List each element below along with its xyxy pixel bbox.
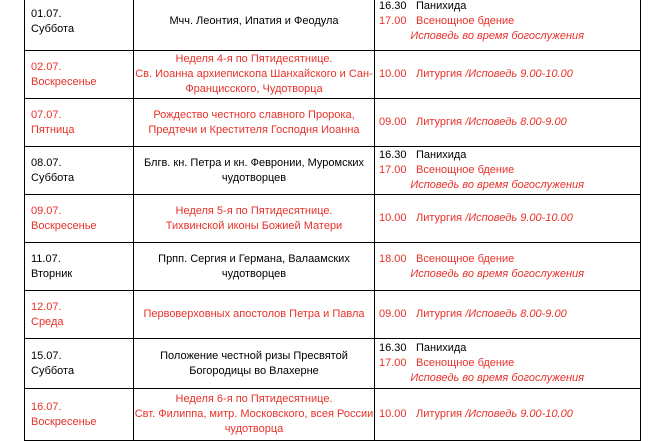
feast-line: Блгв. кн. Петра и кн. Февронии, Муромских (143, 156, 365, 169)
service-time: 10.00 (379, 408, 407, 420)
service-name: Панихида (416, 149, 467, 161)
service-name: Литургия (416, 68, 463, 80)
schedule-row (25, 99, 641, 147)
service-date: 09.07. (31, 204, 62, 217)
confession-time: /Исповедь 9.00-10.00 (465, 408, 573, 420)
service-weekday: Суббота (31, 22, 75, 35)
service-weekday: Суббота (31, 171, 75, 184)
service-date: 08.07. (31, 156, 62, 169)
date-cell (25, 195, 134, 243)
feast-cell (134, 195, 375, 243)
schedule-row (25, 147, 641, 195)
service-time: 17.00 (379, 357, 407, 369)
feast-cell (134, 339, 375, 389)
feast-line: Св. Иоанна архиепископа Шанхайского и Сан- (135, 68, 373, 80)
service-name: Всенощное бдение (416, 252, 515, 265)
service-time: 10.00 (379, 212, 407, 224)
service-time: 09.00 (379, 308, 407, 320)
confession-note: Исповедь во время богослужения (410, 372, 584, 384)
confession-time: /Исповедь 8.00-9.00 (465, 116, 567, 128)
service-time: 17.00 (379, 15, 407, 27)
confession-note: Исповедь во время богослужения (410, 30, 584, 42)
feast-line: Тихвинской иконы Божией Матери (165, 219, 343, 232)
service-name: Панихида (416, 342, 467, 354)
schedule-row (25, 51, 641, 99)
service-line (379, 407, 640, 422)
feast-line: чудотворца (224, 423, 284, 435)
schedule-row (25, 243, 641, 291)
service-line (379, 163, 640, 178)
feast-line: Прпп. Сергия и Германа, Валаамских (158, 252, 350, 265)
feast-cell (134, 291, 375, 339)
feast-line: чудотворцев (221, 171, 287, 184)
feast-line: Рождество честного славного Пророка, (153, 108, 355, 121)
services-cell (375, 291, 641, 339)
service-time: 17.00 (379, 164, 407, 176)
schedule-body (25, 0, 641, 441)
service-line (379, 252, 640, 267)
feast-cell (134, 147, 375, 195)
service-weekday: Воскресенье (31, 415, 97, 428)
date-cell (25, 291, 134, 339)
service-time: 10.00 (379, 68, 407, 80)
feast-line: Богородицы во Влахерне (189, 364, 319, 377)
services-cell (375, 51, 641, 99)
date-cell (25, 243, 134, 291)
service-date: 11.07. (31, 252, 61, 265)
services-cell (375, 0, 641, 51)
schedule-row (25, 291, 641, 339)
confession-note: Исповедь во время богослужения (410, 267, 584, 280)
feast-line: Неделя 6-я по Пятидесятнице. (175, 393, 333, 405)
service-line (379, 115, 640, 130)
service-time: 16.30 (379, 0, 407, 12)
service-date: 12.07. (31, 300, 62, 313)
service-line (379, 0, 640, 14)
service-line (379, 67, 640, 82)
service-name: Всенощное бдение (416, 15, 515, 27)
feast-line: Предтечи и Крестителя Господня Иоанна (148, 123, 360, 136)
feast-cell (134, 0, 375, 51)
service-name: Литургия (416, 212, 463, 224)
service-date: 02.07. (31, 60, 62, 73)
feast-line: Мчч. Леонтия, Ипатия и Феодула (169, 15, 339, 27)
service-line (379, 356, 640, 371)
service-name: Литургия (416, 408, 463, 420)
service-name: Панихида (416, 0, 467, 12)
service-line (379, 307, 640, 322)
service-weekday: Воскресенье (31, 75, 97, 88)
services-cell (375, 195, 641, 243)
service-date: 15.07. (31, 349, 62, 362)
service-line (379, 341, 640, 356)
schedule-row (25, 195, 641, 243)
service-time: 16.30 (379, 149, 407, 161)
service-weekday: Суббота (31, 364, 75, 377)
confession-note: Исповедь во время богослужения (410, 179, 584, 191)
services-cell (375, 147, 641, 195)
service-weekday: Вторник (31, 267, 73, 280)
date-cell (25, 99, 134, 147)
date-cell (25, 339, 134, 389)
service-weekday: Среда (31, 315, 64, 328)
feast-line: Первоверховных апостолов Петра и Павла (143, 308, 365, 320)
schedule-table (24, 0, 641, 441)
service-date: 07.07. (31, 108, 62, 121)
confession-time: /Исповедь 9.00-10.00 (465, 212, 573, 224)
service-name: Всенощное бдение (416, 164, 515, 176)
service-weekday: Пятница (31, 123, 75, 136)
feast-cell (134, 243, 375, 291)
service-time: 16.30 (379, 342, 407, 354)
date-cell (25, 147, 134, 195)
service-line (379, 148, 640, 163)
feast-line: чудотворцев (221, 267, 287, 280)
feast-line: Свт. Филиппа, митр. Московского, всея России (134, 408, 374, 420)
feast-line: Францисского, Чудотворца (185, 83, 323, 95)
confession-time: /Исповедь 8.00-9.00 (465, 308, 567, 320)
service-time: 18.00 (379, 252, 407, 265)
service-date: 16.07. (31, 400, 62, 413)
service-name: Литургия (416, 308, 463, 320)
service-date: 01.07. (31, 7, 62, 20)
service-name: Литургия (416, 116, 463, 128)
schedule-row (25, 0, 641, 51)
feast-line: Положение честной ризы Пресвятой (160, 349, 348, 362)
services-cell (375, 243, 641, 291)
feast-line: Неделя 5-я по Пятидесятнице. (175, 204, 333, 217)
services-cell (375, 339, 641, 389)
service-time: 09.00 (379, 116, 407, 128)
feast-cell (134, 51, 375, 99)
date-cell (25, 0, 134, 51)
service-name: Всенощное бдение (416, 357, 515, 369)
feast-cell (134, 99, 375, 147)
service-line (379, 14, 640, 29)
feast-line: Неделя 4-я по Пятидесятнице. (175, 53, 333, 65)
schedule-row (25, 339, 641, 389)
date-cell (25, 51, 134, 99)
service-weekday: Воскресенье (31, 219, 97, 232)
services-cell (375, 99, 641, 147)
service-line (379, 211, 640, 226)
confession-time: /Исповедь 9.00-10.00 (465, 68, 573, 80)
